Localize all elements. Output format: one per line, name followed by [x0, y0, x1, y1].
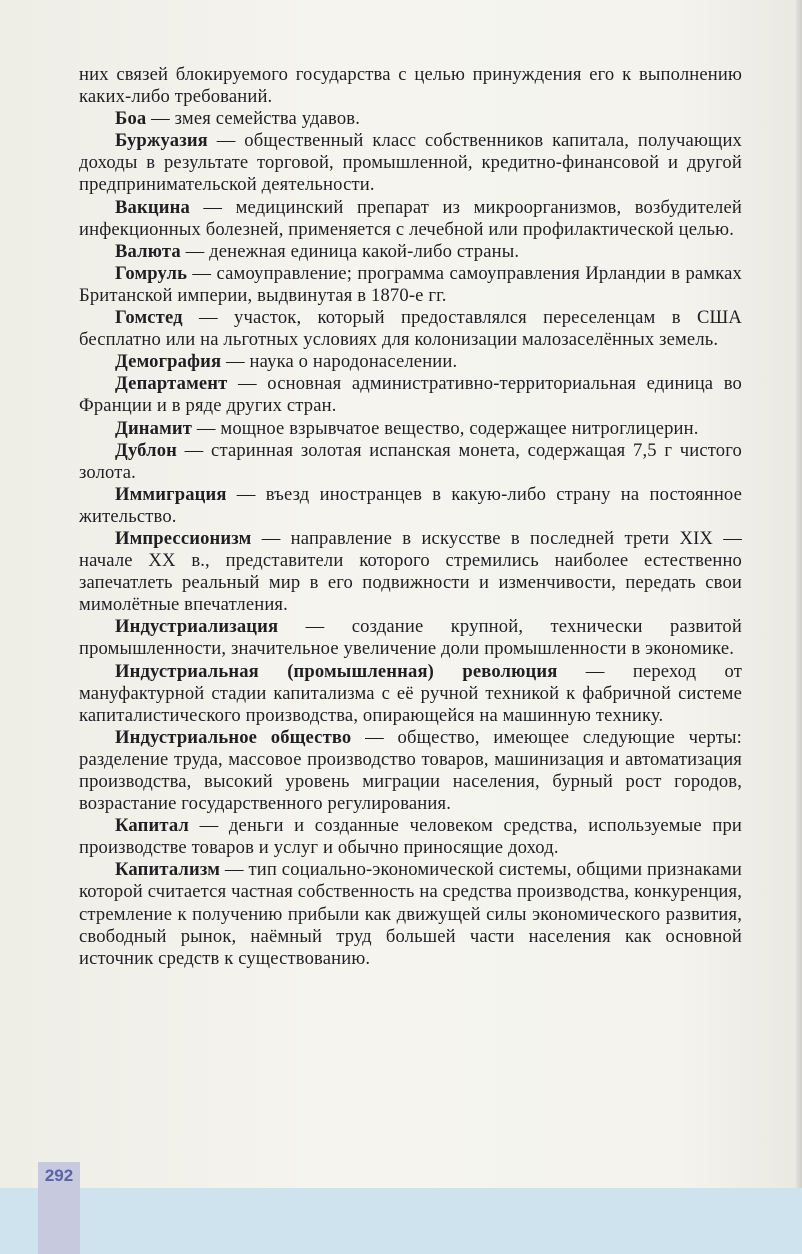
glossary-definition: — медицинский препарат из микроорганизмов, возбудителей инфекционных болезней, применяется с лечебной или профилактической целью.: [79, 196, 742, 240]
glossary-entry: [79, 440, 742, 484]
glossary-term: Индустриальное общество: [115, 726, 352, 748]
glossary-text: [79, 64, 742, 970]
glossary-definition: — общество, имеющее следующие черты: разделение труда, массовое производство товаров, машинизация и автоматизация производства, высокий уровень миграции населения, бурный рост городов, возрастание государственного регулирования.: [79, 726, 742, 815]
glossary-term: Гомруль: [115, 262, 188, 284]
glossary-definition: — участок, который предоставлялся переселенцам в США бесплатно или на льготных условиях для колонизации малозаселённых земель.: [79, 307, 742, 351]
glossary-definition: — общественный класс собственников капитала, получающих доходы в результате торговой, промышленной, кредитно-финансовой и другой предпринимательской деятельности.: [79, 130, 742, 196]
glossary-definition: — направление в искусстве в последней трети XIX — начале XX в., представители которого стремились наиболее естественно запечатлеть реальный мир в его подвижности и изменчивости, передать свои мимолётные впечатления.: [79, 527, 742, 616]
glossary-definition: — тип социально-экономической системы, общими признаками которой считается частная собственность на средства производства, конкуренция, стремление к получению прибыли как движущей силы экономического развития, свободный рынок, наёмный труд большей части населения как основной источник средств к существованию.: [79, 859, 742, 969]
glossary-term: Индустриальная (промышленная) революция: [115, 660, 558, 682]
intro-paragraph: них связей блокируемого государства с целью принуждения его к выполнению каких-либо требований.: [79, 64, 742, 108]
glossary-term: Буржуазия: [115, 130, 208, 152]
page-edge-shadow: [796, 0, 802, 1254]
glossary-definition: — переход от мануфактурной стадии капитализма с её ручной техникой к фабричной системе капиталистического производства, опирающейся на машинную технику.: [79, 660, 742, 726]
glossary-term: Иммиграция: [115, 483, 227, 505]
glossary-entry: [79, 616, 742, 660]
glossary-entry: [79, 241, 742, 263]
glossary-entry: [79, 108, 742, 130]
glossary-definition: — въезд иностранцев в какую-либо страну на постоянное жительство.: [79, 483, 742, 527]
glossary-entry: [79, 197, 742, 241]
glossary-entry: [79, 859, 742, 969]
glossary-entry: [79, 351, 742, 373]
glossary-entry: [79, 528, 742, 616]
glossary-definition: — создание крупной, технически развитой промышленности, значительное увеличение доли промышленности в экономике.: [79, 616, 742, 660]
glossary-definition: — наука о народонаселении.: [221, 351, 458, 373]
page-number: 292: [44, 1166, 74, 1185]
glossary-definition: — змея семейства удавов.: [146, 108, 361, 130]
glossary-definition: — мощное взрывчатое вещество, содержащее нитроглицерин.: [192, 417, 699, 439]
glossary-definition: — самоуправление; программа самоуправления Ирландии в рамках Британской империи, выдвинутая в 1870-е гг.: [79, 262, 742, 306]
glossary-definition: — деньги и созданные человеком средства, используемые при производстве товаров и услуг и обычно приносящие доход.: [79, 815, 742, 859]
glossary-entry: [79, 418, 742, 440]
glossary-entry: [79, 263, 742, 307]
glossary-definition: — старинная золотая испанская монета, содержащая 7,5 г чистого золота.: [79, 439, 742, 483]
glossary-entry: [79, 661, 742, 727]
glossary-term: Импрессионизм: [115, 527, 252, 549]
glossary-entry: [79, 130, 742, 196]
glossary-entry: [79, 727, 742, 815]
glossary-term: Вакцина: [115, 196, 190, 218]
glossary-term: Валюта: [115, 240, 181, 262]
footer-band: [0, 1188, 802, 1254]
glossary-entry: [79, 484, 742, 528]
glossary-definition: — денежная единица какой-либо страны.: [180, 240, 520, 262]
glossary-term: Дублон: [115, 439, 178, 461]
glossary-entry: [79, 815, 742, 859]
glossary-term: Гомстед: [115, 307, 183, 329]
glossary-entry: [79, 373, 742, 417]
glossary-term: Капитал: [115, 815, 190, 837]
glossary-entry: [79, 307, 742, 351]
glossary-term: Боа: [115, 108, 147, 130]
glossary-term: Демография: [115, 351, 222, 373]
glossary-term: Департамент: [115, 373, 228, 395]
glossary-term: Капитализм: [115, 859, 221, 881]
glossary-definition: — основная административно-территориальная единица во Франции и в ряде других стран.: [79, 373, 742, 417]
glossary-entries: [79, 108, 742, 970]
glossary-term: Индустриализация: [115, 616, 279, 638]
glossary-term: Динамит: [115, 417, 193, 439]
